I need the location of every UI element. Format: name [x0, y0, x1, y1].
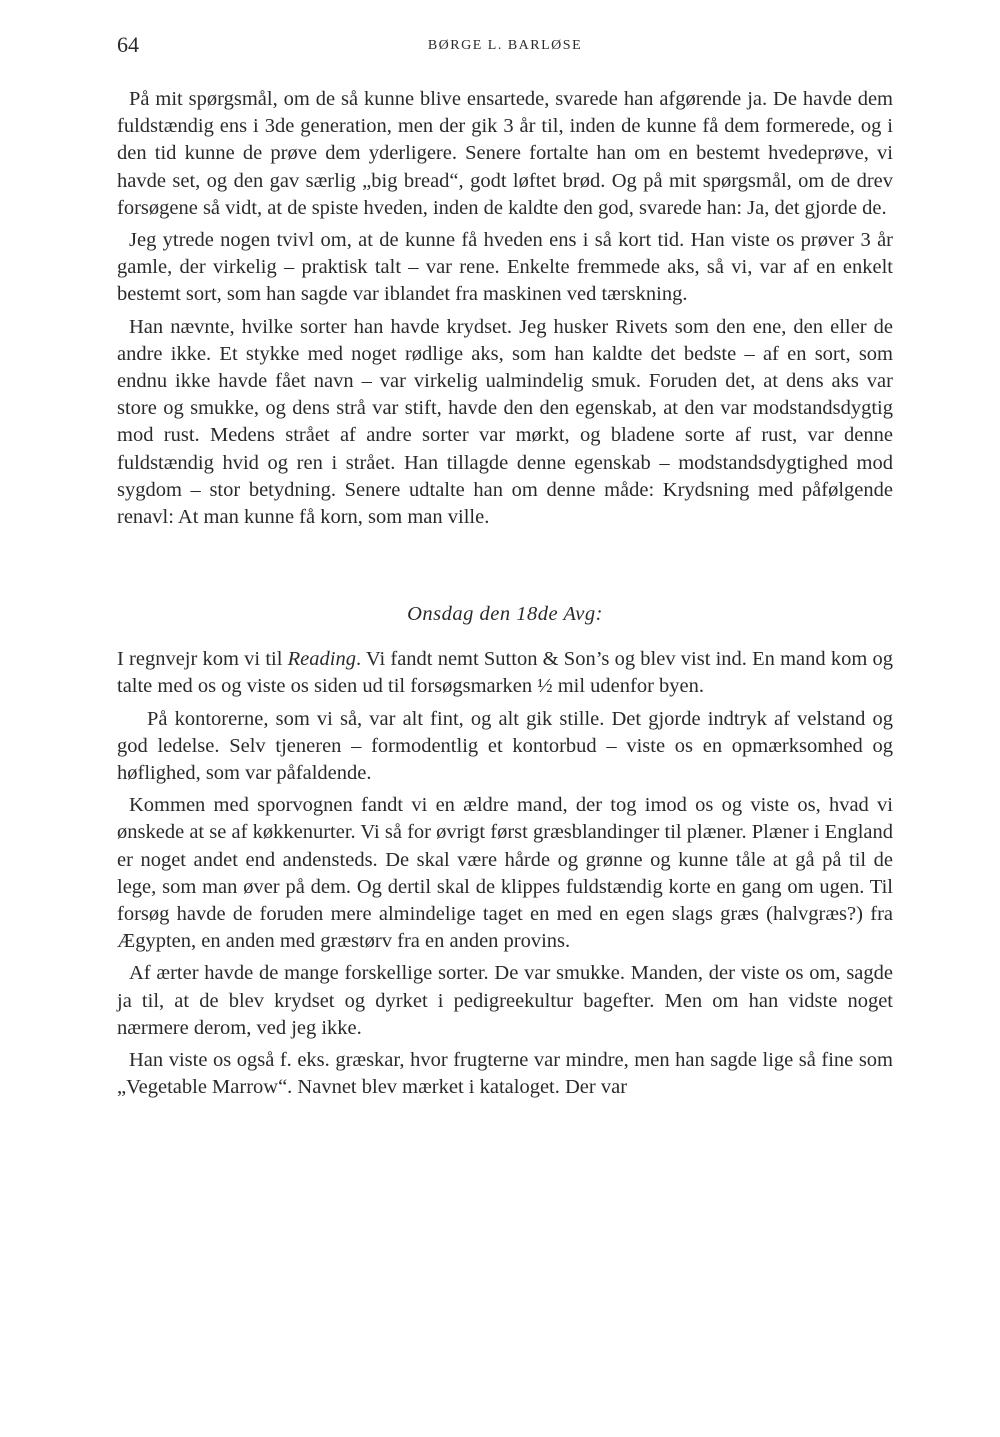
- paragraph-aerter: Af ærter havde de mange forskellige sorter. De var smukke. Manden, der viste os om, sagde ja til, at de blev krydset og dyrket i pedigreekultur bagefter. Men om han vidste noget nærmere derom, ved jeg ikke.: [117, 962, 893, 1039]
- body-text: [117, 86, 893, 1107]
- paragraph-sorter: Han nævnte, hvilke sorter han havde krydset. Jeg husker Rivets som den ene, den eller de andre ikke. Et stykke med noget rødlige aks, som han kaldte det bedste – af en sort, som endnu ikke havde fået navn – var virkelig ualmindelig smuk. Foruden det, at dens aks var store og smukke, og dens strå var stift, havde den den egenskab, at den var modstandsdygtig mod rust. Medens strået af andre sorter var mørkt, og bladene sorte af rust, var denne fuldstændig hvid og ren i strået. Han tillagde denne egenskab – modstandsdygtighed mod sygdom – stor betydning. Senere udtalte han om denne måde: Krydsning med påfølgende renavl: At man kunne få korn, som man ville.: [117, 315, 893, 529]
- page-number: 64: [117, 32, 139, 57]
- paragraph-graeskar: Han viste os også f. eks. græskar, hvor frugterne var mindre, men han sagde lige så fine som „Vegetable Marrow“. Navnet blev mærket i kataloget. Der var: [117, 1049, 893, 1099]
- paragraph-kontorerne: På kontorerne, som vi så, var alt fint, og alt gik stille. Det gjorde indtryk af velstand og god ledelse. Selv tjeneren – formodentlig et kontorbud – viste os en opmærksomhed og høflighed, som var påfaldende.: [117, 707, 893, 785]
- paragraph-tvivl: Jeg ytrede nogen tvivl om, at de kunne få hveden ens i så kort tid. Han viste os prøver 3 år gamle, der virkelig – praktisk talt – var rene. Enkelte fremmede aks, så vi, var af en enkelt bestemt sort, som han sagde var iblandet fra maskinen ved tærskning.: [117, 229, 893, 306]
- paragraph-reading-start: I regnvejr kom vi til: [117, 648, 288, 671]
- paragraph-sporvognen: Kommen med sporvognen fandt vi en ældre mand, der tog imod os og viste os, hvad vi ønskede at se af køkkenurter. Vi så for øvrigt først græsblandinger til plæner. Plæner i England er noget andet end andensteds. De skal være hårde og grønne og kunne tåle at gå på til de lege, som man øver på dem. Og dertil skal de klippes fuldstændig korte en gang om ugen. Til forsøg havde de foruden mere almindelige taget en med en egen slags græs (halvgræs?) fra Ægypten, en anden med græstørv fra en anden provins.: [117, 794, 893, 953]
- paragraph-spoergsmaal: På mit spørgsmål, om de så kunne blive ensartede, svarede han afgørende ja. De havde dem fuldstændig ens i 3de generation, men der gik 3 år til, inden de kunne få dem formerede, og i den tid kunne de prøve dem yderligere. Senere fortalte han om en bestemt hvedeprøve, vi havde set, og den gav særlig „big bread“, godt løftet brød. Og på mit spørgsmål, om de drev forsøgene så vidt, at de spiste hveden, inden de kaldte den god, svarede han: Ja, det gjorde de.: [117, 88, 893, 219]
- section-heading-date: Onsdag den 18de Avg:: [407, 603, 603, 626]
- paragraph-reading-end: . Vi fandt nemt Sutton & Son’s og blev vist ind. En mand kom og talte med os og viste os siden ud til forsøgsmarken ½ mil udenfor byen.: [117, 648, 893, 698]
- place-name-reading: Reading: [287, 648, 356, 671]
- running-head: [117, 32, 893, 62]
- running-head-author: BØRGE L. BARLØSE: [427, 38, 583, 53]
- paragraph-reading: [117, 646, 893, 700]
